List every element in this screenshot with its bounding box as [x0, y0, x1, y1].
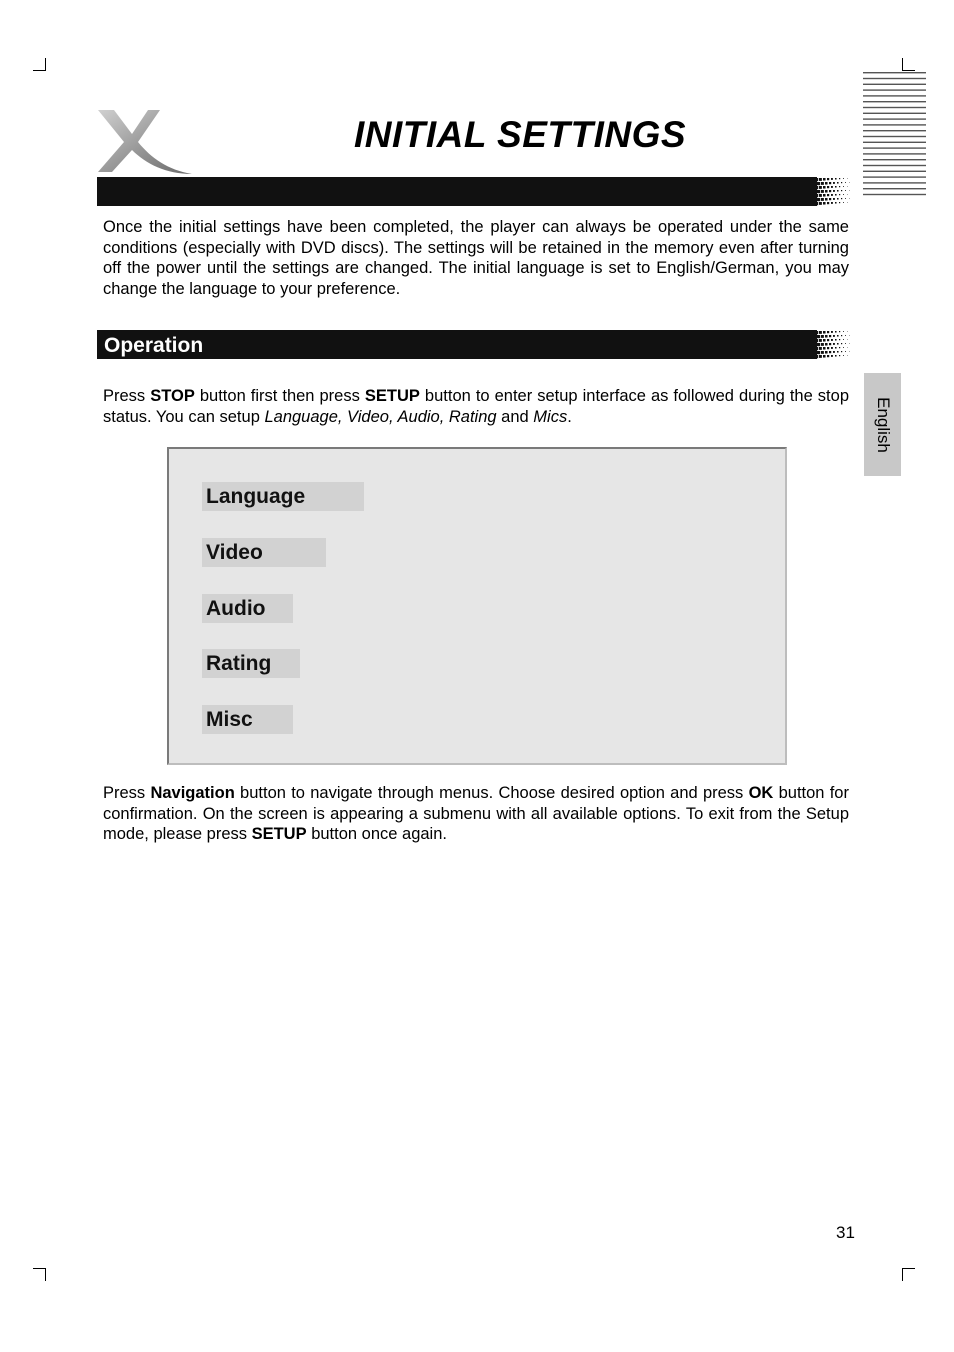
pattern-dot — [847, 194, 848, 195]
text-run: button once again. — [306, 825, 447, 844]
pattern-dot — [825, 190, 828, 193]
stripe-line — [863, 84, 926, 85]
pattern-dot — [819, 178, 822, 181]
pattern-dot — [839, 331, 840, 332]
pattern-dot — [821, 351, 824, 354]
pattern-dot — [815, 194, 818, 197]
pattern-dot — [835, 194, 837, 196]
pattern-dot — [823, 355, 826, 358]
pattern-dot — [835, 178, 837, 180]
pattern-dot — [847, 202, 848, 203]
pattern-dot — [847, 339, 848, 340]
pattern-dot — [823, 347, 826, 350]
pattern-dot — [843, 339, 844, 340]
setup-menu-screen — [167, 447, 787, 765]
pattern-dot — [841, 182, 842, 183]
operation-heading: Operation — [104, 334, 204, 357]
stripe-line — [863, 118, 926, 119]
pattern-dot — [829, 190, 831, 192]
page-title: INITIAL SETTINGS — [353, 114, 687, 155]
pattern-dot — [825, 343, 828, 346]
language-side-tab-label: English — [873, 396, 893, 453]
stripe-line — [863, 182, 926, 183]
pattern-dot — [827, 178, 829, 180]
pattern-dot — [845, 190, 846, 191]
pattern-dot — [845, 343, 846, 344]
pattern-dot — [817, 343, 820, 346]
pattern-dot — [827, 186, 829, 188]
pattern-dot — [815, 178, 818, 181]
pattern-dot — [835, 355, 837, 357]
pattern-dot — [843, 331, 844, 332]
pattern-dot — [829, 198, 831, 200]
pattern-dot — [831, 194, 833, 196]
pattern-dot — [843, 186, 844, 187]
stripe-line — [863, 153, 926, 154]
pattern-dot — [827, 347, 829, 349]
pattern-dot — [829, 335, 831, 337]
pattern-dot — [839, 178, 840, 179]
stripe-line — [863, 124, 926, 125]
pattern-dot — [819, 347, 822, 350]
pattern-dot — [819, 202, 822, 205]
text-run: . — [567, 407, 572, 426]
pattern-dot — [815, 355, 818, 358]
pattern-dot — [833, 343, 835, 345]
setup-button-ref: SETUP — [364, 387, 420, 405]
pattern-dot — [831, 339, 833, 341]
pattern-dot — [831, 331, 833, 333]
pattern-dot — [845, 182, 846, 183]
text-run: and — [496, 407, 534, 426]
pattern-dot — [823, 339, 826, 342]
stripe-line — [863, 89, 926, 90]
menu-item-language[interactable]: Language — [202, 482, 364, 511]
pattern-dot — [837, 198, 839, 200]
stripe-line — [863, 147, 926, 148]
pattern-dot — [825, 335, 828, 338]
stripe-line — [863, 101, 926, 102]
pattern-dot — [847, 178, 848, 179]
pattern-dot — [843, 202, 844, 203]
stripe-line — [863, 171, 926, 172]
operation-section-bar — [97, 330, 817, 359]
text-run: Press — [103, 784, 151, 802]
operation-bar-dot-pattern — [815, 330, 851, 359]
text-run: button first then press — [194, 387, 365, 405]
stripe-line — [863, 188, 926, 189]
stripe-line — [863, 113, 926, 114]
pattern-dot — [841, 351, 842, 352]
pattern-dot — [825, 351, 828, 354]
pattern-dot — [839, 339, 840, 340]
crop-mark-top-right — [902, 58, 915, 71]
pattern-dot — [831, 178, 833, 180]
pattern-dot — [841, 343, 842, 344]
pattern-dot — [815, 339, 818, 342]
pattern-dot — [845, 198, 846, 199]
pattern-dot — [831, 347, 833, 349]
page-number: 31 — [836, 1223, 855, 1242]
pattern-dot — [819, 355, 822, 358]
pattern-dot — [847, 347, 848, 348]
pattern-dot — [833, 182, 835, 184]
pattern-dot — [825, 182, 828, 185]
menu-item-misc[interactable]: Misc — [202, 705, 293, 734]
pattern-dot — [839, 194, 840, 195]
pattern-dot — [837, 351, 839, 353]
pattern-dot — [833, 335, 835, 337]
pattern-dot — [817, 351, 820, 354]
pattern-dot — [833, 351, 835, 353]
pattern-dot — [847, 186, 848, 187]
pattern-dot — [823, 186, 826, 189]
pattern-dot — [843, 347, 844, 348]
pattern-dot — [827, 331, 829, 333]
pattern-dot — [843, 178, 844, 179]
menu-item-audio[interactable]: Audio — [202, 594, 293, 623]
language-side-tab — [864, 373, 901, 476]
pattern-dot — [823, 194, 826, 197]
pattern-dot — [829, 351, 831, 353]
pattern-dot — [815, 202, 818, 205]
pattern-dot — [845, 351, 846, 352]
pattern-dot — [849, 182, 850, 183]
stripe-line — [863, 107, 926, 108]
pattern-dot — [835, 202, 837, 204]
pattern-dot — [817, 335, 820, 338]
stripe-line — [863, 72, 926, 73]
pattern-dot — [835, 331, 837, 333]
pattern-dot — [821, 182, 824, 185]
operation-paragraph-2 — [103, 783, 849, 845]
menu-item-video[interactable]: Video — [202, 538, 326, 567]
stripe-line — [863, 159, 926, 160]
pattern-dot — [839, 355, 840, 356]
pattern-dot — [837, 343, 839, 345]
pattern-dot — [837, 335, 839, 337]
ok-button-ref: OK — [748, 784, 774, 802]
stripe-line — [863, 130, 926, 131]
navigation-button-ref: Navigation — [150, 784, 235, 802]
pattern-dot — [819, 339, 822, 342]
pattern-dot — [841, 335, 842, 336]
pattern-dot — [817, 182, 820, 185]
pattern-dot — [839, 347, 840, 348]
pattern-dot — [839, 202, 840, 203]
pattern-dot — [827, 355, 829, 357]
stop-button-ref: STOP — [150, 387, 195, 405]
pattern-dot — [831, 186, 833, 188]
title-bar — [97, 177, 817, 206]
crop-mark-bottom-left — [33, 1268, 46, 1281]
pattern-dot — [827, 194, 829, 196]
pattern-dot — [849, 351, 850, 352]
pattern-dot — [817, 198, 820, 201]
text-run: button to enter setup interface as followed during the stop status. You can setup — [103, 387, 849, 426]
stripe-line — [863, 95, 926, 96]
pattern-dot — [823, 178, 826, 181]
mics-ref: Mics — [533, 407, 568, 426]
pattern-dot — [827, 339, 829, 341]
text-run: Press — [103, 387, 151, 405]
pattern-dot — [847, 355, 848, 356]
edge-stripes-decoration — [863, 72, 926, 200]
pattern-dot — [815, 331, 818, 334]
pattern-dot — [821, 190, 824, 193]
stripe-line — [863, 176, 926, 177]
pattern-dot — [823, 202, 826, 205]
stripe-line — [863, 142, 926, 143]
pattern-dot — [835, 339, 837, 341]
menu-item-rating[interactable]: Rating — [202, 649, 300, 678]
pattern-dot — [833, 190, 835, 192]
brand-logo-icon — [96, 108, 196, 176]
pattern-dot — [827, 202, 829, 204]
stripe-line — [863, 194, 926, 195]
pattern-dot — [843, 194, 844, 195]
pattern-dot — [815, 347, 818, 350]
stripe-line — [863, 136, 926, 137]
pattern-dot — [815, 186, 818, 189]
pattern-dot — [839, 186, 840, 187]
pattern-dot — [843, 355, 844, 356]
pattern-dot — [849, 343, 850, 344]
pattern-dot — [837, 182, 839, 184]
pattern-dot — [821, 335, 824, 338]
pattern-dot — [829, 182, 831, 184]
pattern-dot — [821, 198, 824, 201]
pattern-dot — [845, 335, 846, 336]
pattern-dot — [825, 198, 828, 201]
pattern-dot — [847, 331, 848, 332]
pattern-dot — [833, 198, 835, 200]
text-run: button to navigate through menus. Choose desired option and press — [234, 784, 749, 802]
pattern-dot — [821, 343, 824, 346]
pattern-dot — [817, 190, 820, 193]
stripe-line — [863, 165, 926, 166]
pattern-dot — [819, 186, 822, 189]
pattern-dot — [841, 190, 842, 191]
pattern-dot — [849, 198, 850, 199]
pattern-dot — [819, 331, 822, 334]
pattern-dot — [835, 186, 837, 188]
text-run: button for confirmation. On the screen is appearing a submenu with all available options. To exit from the Setup mode, please press — [103, 784, 849, 844]
pattern-dot — [823, 331, 826, 334]
crop-mark-bottom-right — [902, 1268, 915, 1281]
pattern-dot — [849, 335, 850, 336]
pattern-dot — [831, 202, 833, 204]
stripe-line — [863, 78, 926, 79]
pattern-dot — [835, 347, 837, 349]
intro-paragraph: Once the initial settings have been completed, the player can always be operated under the same conditions (especially with DVD discs). The settings will be retained in the memory even after turning off the power until the settings are changed. The initial language is set to English/German, you may change the language to your preference. — [103, 218, 849, 298]
operation-paragraph-1 — [103, 386, 849, 427]
pattern-dot — [837, 190, 839, 192]
pattern-dot — [849, 190, 850, 191]
crop-mark-top-left — [33, 58, 46, 71]
pattern-dot — [841, 198, 842, 199]
pattern-dot — [829, 343, 831, 345]
pattern-dot — [831, 355, 833, 357]
title-bar-dot-pattern — [815, 177, 851, 206]
menu-names-ref: Language, Video, Audio, Rating — [264, 407, 497, 426]
pattern-dot — [819, 194, 822, 197]
setup-button-ref: SETUP — [251, 825, 307, 844]
